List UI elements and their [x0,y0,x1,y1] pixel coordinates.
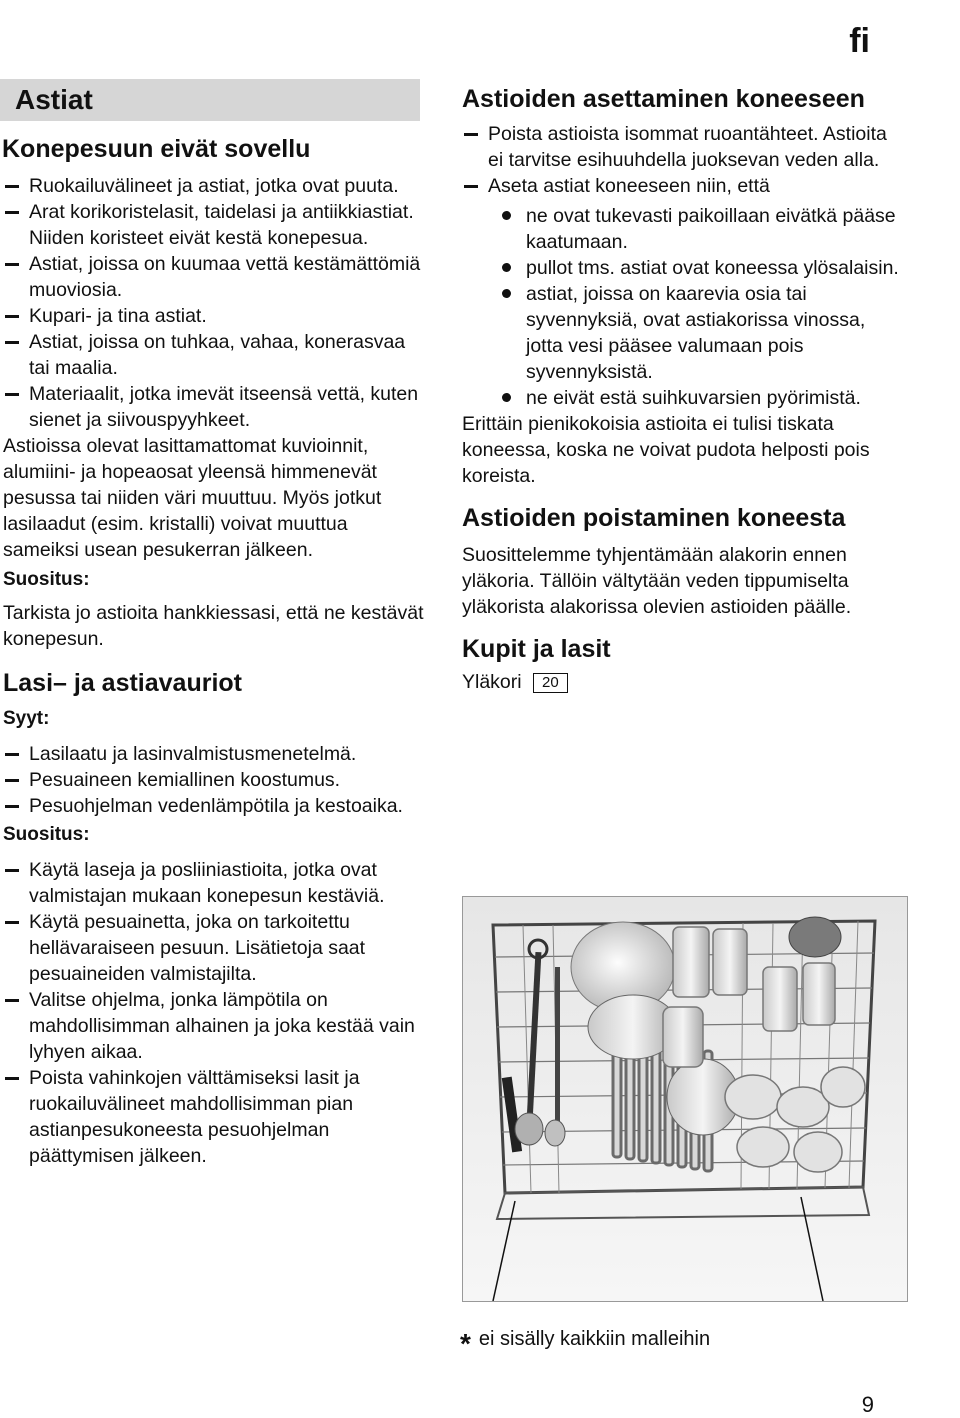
list-item: Käytä laseja ja posliiniastioita, jotka ovat valmistajan mukaan konepesun kestäviä. [3,857,425,909]
list-item: Aseta astiat koneeseen niin, että [462,173,902,199]
list-item: Astiat, joissa on tuhkaa, vahaa, konerasvaa tai maalia. [3,329,425,381]
basket-label: Yläkori [462,671,522,693]
section-title-damage: Lasi– ja astiavauriot [3,669,243,697]
list-item: Valitse ohjelma, jonka lämpötila on mahdollisimman alhainen ja joka kestää vain lyhyen aikaa. [3,987,425,1065]
causes-list [3,741,425,819]
footnote-text: ei sisälly kaikkiin malleihin [478,1328,711,1350]
small-items-paragraph: Erittäin pienikokoisia astioita ei tulisi tiskata koneessa, koska ne voivat pudota helposti pois koreista. [462,413,870,487]
bullet-item: ne eivät estä suihkuvarsien pyörimistä. [500,385,902,411]
loading-list [462,121,902,199]
loading-bullets [462,203,902,411]
list-item: Pesuohjelman vedenlämpötila ja kestoaika. [3,793,425,819]
unloading-paragraph: Suosittelemme tyhjentämään alakorin ennen yläkoria. Tällöin vältytään veden tippumiselta yläkorista alakorissa olevien astioiden päälle. [462,544,852,618]
page-number: 9 [861,1392,874,1417]
upper-basket-illustration [462,896,908,1302]
list-item: Kupari- ja tina astiat. [3,303,425,329]
recommendations-list [3,857,425,1169]
list-item: Ruokailuvälineet ja astiat, jotka ovat puuta. [3,173,425,199]
discoloration-paragraph: Astioissa olevat lasittamattomat kuvioinnit, alumiini- ja hopeaosat yleensä himmenevät pesussa tai niiden väri muuttuu. Myös jotkut lasilaadut (esim. kristalli) voivat muuttua sameiksi usean pesukerran jälkeen. [3,435,382,561]
list-item: Käytä pesuainetta, joka on tarkoitettu hellävaraiseen pesuun. Lisätietoja saat pesuaineiden valmistajilta. [3,909,425,987]
footnote-asterisk: * [460,1328,471,1359]
list-item: Astiat, joissa on kuumaa vettä kestämättömiä muoviosia. [3,251,425,303]
language-code: fi [849,22,870,60]
basket-reference-number: 20 [533,673,568,693]
banner-title: Astiat [15,84,93,115]
right-column [462,84,902,694]
list-item: Poista vahinkojen välttämiseksi lasit ja ruokailuvälineet mahdollisimman pian astianpesukoneesta pesuohjelman päättymisen jälkeen. [3,1065,425,1169]
basket-caption [462,671,902,694]
section-title-loading: Astioiden asettaminen koneeseen [462,85,865,113]
list-item: Arat korikoristelasit, taidelasi ja antiikkiastiat. Niiden koristeet eivät kestä konepesua. [3,199,425,251]
section-banner [0,79,420,121]
bullet-item: astiat, joissa on kaarevia osia tai syvennyksiä, ovat astiakorissa vinossa, jotta vesi pääsee valumaan pois syvennyksistä. [500,281,902,385]
footnote [460,1328,710,1360]
recommendation-label-2: Suositus: [3,824,90,845]
list-item: Poista astioista isommat ruoantähteet. Astioita ei tarvitse esihuuhdella juoksevan veden alla. [462,121,902,173]
list-item: Pesuaineen kemiallinen koostumus. [3,767,425,793]
causes-label: Syyt: [3,708,50,729]
recommendation-text: Tarkista jo astioita hankkiessasi, että ne kestävät konepesun. [3,602,424,650]
bullet-item: ne ovat tukevasti paikoillaan eivätkä pääse kaatumaan. [500,203,902,255]
list-item: Materiaalit, jotka imevät itseensä vettä, kuten sienet ja siivouspyyhkeet. [3,381,425,433]
unsuitable-list [3,173,425,433]
section-title-cups: Kupit ja lasit [462,635,611,663]
list-item: Lasilaatu ja lasinvalmistusmenetelmä. [3,741,425,767]
bullet-item: pullot tms. astiat ovat koneessa ylösalaisin. [500,255,902,281]
section-title-unloading: Astioiden poistaminen koneesta [462,504,846,532]
left-column [0,134,425,1169]
recommendation-label: Suositus: [3,569,90,590]
section-title-unsuitable: Konepesuun eivät sovellu [2,135,311,163]
